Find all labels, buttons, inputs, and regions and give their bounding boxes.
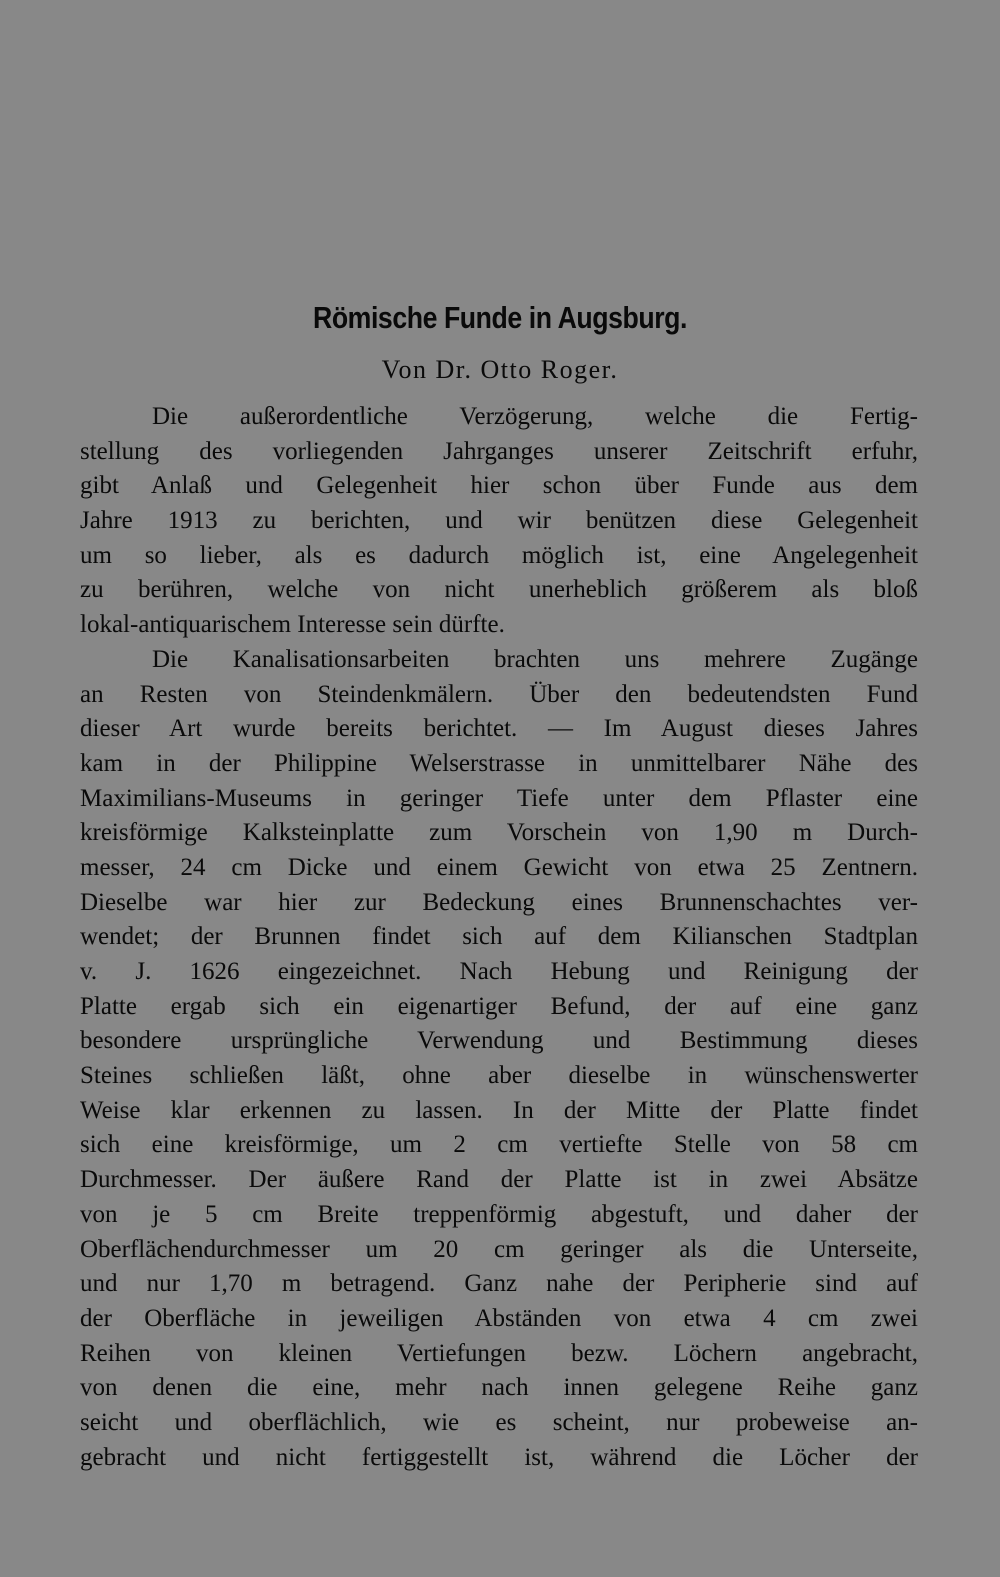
text-line: kreisförmige Kalksteinplatte zum Vorschein von 1,90 m Durch- bbox=[80, 819, 918, 847]
text-line: Jahre 1913 zu berichten, und wir benützen diese Gelegenheit bbox=[80, 507, 918, 535]
text-line: kam in der Philippine Welserstrasse in unmittelbarer Nähe des bbox=[80, 749, 918, 777]
text-line: von denen die eine, mehr nach innen gelegene Reihe ganz bbox=[80, 1374, 918, 1402]
text-line: von je 5 cm Breite treppenförmig abgestuft, und daher der bbox=[80, 1200, 918, 1228]
article-body bbox=[80, 400, 918, 1475]
text-line: Die außerordentliche Verzögerung, welche die Fertig- bbox=[152, 403, 918, 430]
text-line: Die Kanalisationsarbeiten brachten uns mehrere Zugänge bbox=[152, 645, 918, 673]
text-line: messer, 24 cm Dicke und einem Gewicht von etwa 25 Zentnern. bbox=[80, 853, 918, 881]
text-line: Oberflächendurchmesser um 20 cm geringer als die Unterseite, bbox=[80, 1235, 918, 1263]
text-line: zu berühren, welche von nicht unerheblich größerem als bloß bbox=[80, 576, 918, 604]
text-line: an Resten von Steindenkmälern. Über den bedeutendsten Fund bbox=[80, 680, 918, 708]
text-line: Maximilians-Museums in geringer Tiefe unter dem Pflaster eine bbox=[80, 784, 918, 812]
text-line: v. J. 1626 eingezeichnet. Nach Hebung und Reinigung der bbox=[80, 958, 918, 985]
text-line: Dieselbe war hier zur Bedeckung eines Brunnenschachtes ver- bbox=[80, 888, 918, 916]
text-line: sich eine kreisförmige, um 2 cm vertiefte Stelle von 58 cm bbox=[80, 1131, 918, 1159]
text-line: besondere ursprüngliche Verwendung und Bestimmung dieses bbox=[80, 1027, 918, 1055]
text-line: stellung des vorliegenden Jahrganges unserer Zeitschrift erfuhr, bbox=[80, 437, 918, 465]
text-line: um so lieber, als es dadurch möglich ist, eine Angelegenheit bbox=[80, 541, 918, 569]
text-line: und nur 1,70 m betragend. Ganz nahe der Peripherie sind auf bbox=[80, 1270, 918, 1298]
text-line: seicht und oberflächlich, wie es scheint, nur probeweise an- bbox=[80, 1408, 918, 1436]
text-line: Durchmesser. Der äußere Rand der Platte ist in zwei Absätze bbox=[80, 1166, 918, 1194]
text-line: dieser Art wurde bereits berichtet. — Im August dieses Jahres bbox=[80, 715, 918, 743]
text-line: Steines schließen läßt, ohne aber dieselbe in wünschenswerter bbox=[80, 1062, 918, 1090]
article-title: Römische Funde in Augsburg. bbox=[313, 300, 687, 335]
text-line: der Oberfläche in jeweiligen Abständen von etwa 4 cm zwei bbox=[80, 1304, 918, 1332]
text-line: Platte ergab sich ein eigenartiger Befund, der auf eine ganz bbox=[80, 992, 918, 1020]
text-line: gibt Anlaß und Gelegenheit hier schon über Funde aus dem bbox=[80, 472, 918, 500]
text-line: gebracht und nicht fertiggestellt ist, während die Löcher der bbox=[80, 1443, 918, 1471]
text-line: Reihen von kleinen Vertiefungen bezw. Löchern angebracht, bbox=[80, 1339, 918, 1367]
text-line: Weise klar erkennen zu lassen. In der Mitte der Platte findet bbox=[80, 1096, 918, 1124]
text-line: wendet; der Brunnen findet sich auf dem Kilianschen Stadtplan bbox=[80, 923, 918, 951]
text-line: lokal-antiquarischem Interesse sein dürfte. bbox=[80, 611, 505, 639]
article-author: Von Dr. Otto Roger. bbox=[381, 355, 619, 384]
